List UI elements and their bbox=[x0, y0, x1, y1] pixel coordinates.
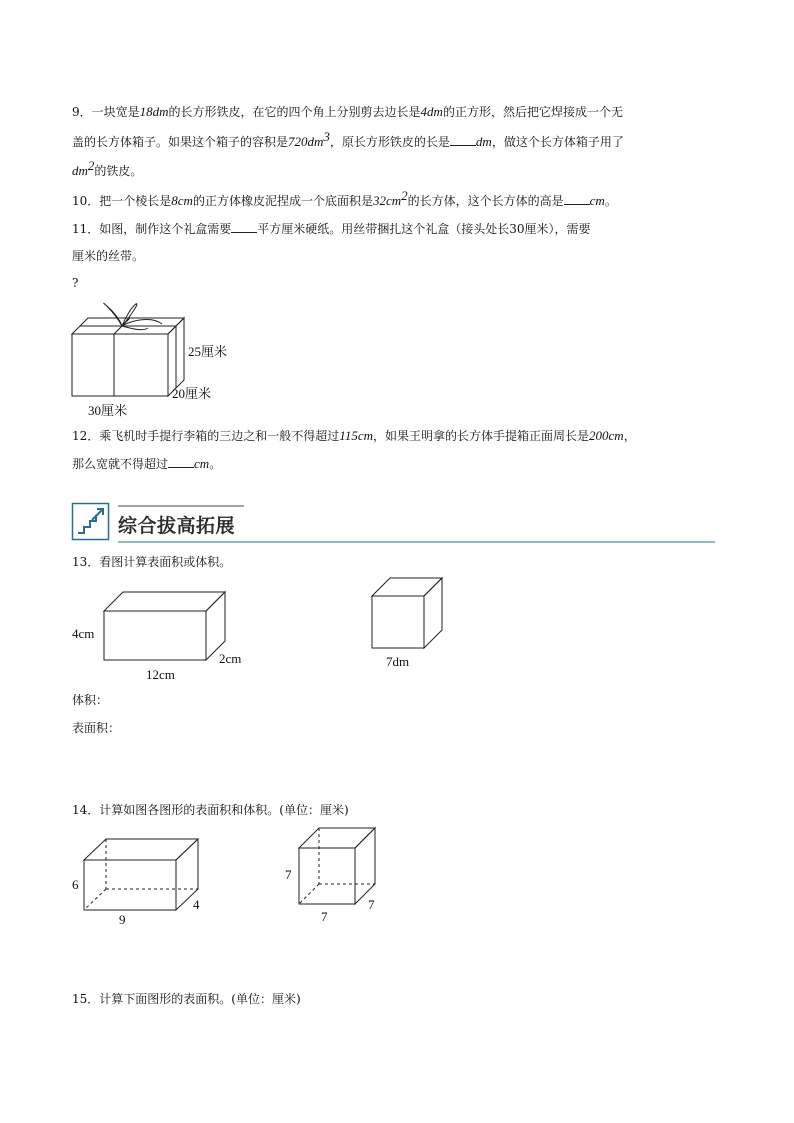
q13-title: 13．看图计算表面积或体积。 bbox=[72, 555, 232, 569]
q13-cuboid-height: 4cm bbox=[72, 626, 95, 641]
q9-line3: $dm^2$的铁皮。 bbox=[72, 158, 143, 178]
q14-c1-height: 6 bbox=[72, 877, 79, 892]
q13-volume-label: 体积： bbox=[72, 693, 109, 707]
q11-line1: 11．如图，制作这个礼盒需要 平方厘米硬纸。用丝带捆扎这个礼盒（接头处长30厘米），需要 bbox=[72, 222, 591, 236]
q14-c1-length: 9 bbox=[119, 912, 126, 927]
q13-cuboid-length: 12cm bbox=[146, 667, 175, 682]
gift-height-label: 25厘米 bbox=[188, 344, 228, 359]
q13-cuboid-width: 2cm bbox=[219, 651, 242, 666]
q14-title: 14．计算如图各图形的表面积和体积。(单位：厘米) bbox=[72, 803, 349, 817]
q14-c2-height: 7 bbox=[285, 867, 292, 882]
q13-cuboid bbox=[104, 592, 234, 662]
gift-depth-label: 20厘米 bbox=[172, 386, 212, 401]
q14-cuboid bbox=[84, 839, 204, 914]
q11-mark: ? bbox=[72, 276, 79, 290]
q9-line1: 9．一块宽是18dm的长方形铁皮，在它的四个角上分别剪去边长是4dm的正方形，然后把它焊接成一个无 bbox=[72, 104, 623, 119]
q13-cube bbox=[372, 578, 444, 650]
q11-blank-paper[interactable] bbox=[231, 221, 257, 233]
q10-line: 10．把一个棱长是8cm的正方体橡皮泥捏成一个底面积是$32cm^2$的长方体，这个长方体的高是 cm。 bbox=[72, 188, 617, 208]
q14-c2-length: 7 bbox=[321, 909, 328, 924]
q14-cube bbox=[299, 828, 379, 908]
gift-width-label: 30厘米 bbox=[88, 403, 128, 418]
q13-cube-edge: 7dm bbox=[386, 654, 410, 669]
q15-title: 15．计算下面图形的表面积。(单位：厘米) bbox=[72, 992, 301, 1006]
q9-line2: 盖的长方体箱子。如果这个箱子的容积是$720dm^3$，原长方形铁皮的长是 dm，做这个长方体箱子用了 bbox=[72, 129, 624, 149]
q12-line2: 那么宽就不得超过 cm。 bbox=[72, 456, 222, 471]
q11-line2: 厘米的丝带。 bbox=[72, 249, 145, 263]
q9-blank-length[interactable] bbox=[450, 134, 476, 146]
q10-blank-height[interactable] bbox=[564, 193, 590, 205]
q12-blank-width[interactable] bbox=[168, 456, 194, 468]
q12-line1: 12．乘飞机时手提行李箱的三边之和一般不得超过115cm，如果王明拿的长方体手提箱正面周长是200cm， bbox=[72, 428, 636, 443]
q14-c1-width: 4 bbox=[193, 897, 200, 912]
section-title: 综合拔高拓展 bbox=[118, 515, 236, 537]
q13-area-label: 表面积： bbox=[72, 721, 121, 735]
q14-c2-width: 7 bbox=[368, 897, 375, 912]
